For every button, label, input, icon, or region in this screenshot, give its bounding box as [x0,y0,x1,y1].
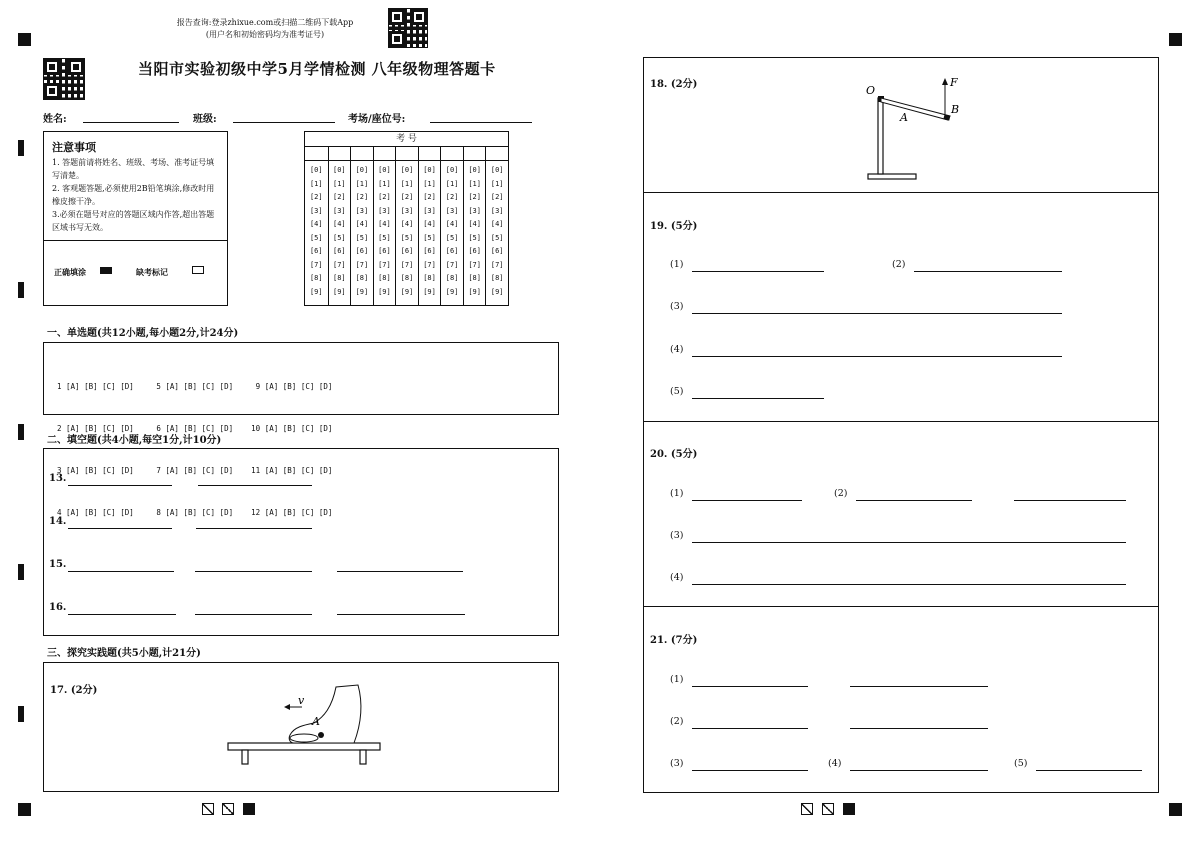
exam-digit-bubble[interactable]: [1] [490,179,504,188]
exam-digit-bubble[interactable]: [5] [355,233,369,242]
notice-divider [44,240,227,241]
q21-sub5: (5) [1014,758,1028,769]
q16-blank-3[interactable] [337,614,465,615]
exam-digit-bubble[interactable]: [2] [490,193,504,201]
name-field[interactable] [83,122,179,123]
q18-a-label: A [900,111,908,124]
exam-digit-bubble[interactable]: [6] [378,247,391,255]
q19-sub4: (4) [670,344,684,355]
mc-row-2[interactable]: 2 [A] [B] [C] [D] 6 [A] [B] [C] [D] 10 [A] [B] [C] [D] [57,424,333,433]
q13-blank-1[interactable] [68,485,172,486]
q14-label: 14. [49,516,67,527]
report-hint-line2: (用户名和初始密码均为准考证号) [205,30,325,39]
exam-digit-bubble[interactable]: [3] [468,206,481,215]
exam-digit-bubble[interactable]: [4] [332,220,346,228]
exam-digit-bubble[interactable]: [6] [400,247,414,255]
q13-label: 13. [49,473,67,484]
exam-digit-bubble[interactable]: [8] [445,274,459,282]
divider [644,421,1158,422]
exam-digit-bubble[interactable]: [4] [355,220,369,228]
q19-blank-1[interactable] [692,271,824,272]
exam-number-column[interactable] [463,146,486,305]
timing-mark [18,282,24,298]
q16-label: 16. [49,602,67,613]
exam-digit-bubble[interactable]: [2] [332,193,346,201]
q20-blank-2b[interactable] [1014,500,1126,501]
page-marker-hatched [822,803,834,815]
correct-fill-label: 正确填涂 [54,267,86,277]
mc-row-4[interactable]: 4 [A] [B] [C] [D] 8 [A] [B] [C] [D] 12 [A] [B] [C] [D] [57,508,333,517]
page-title: 当阳市实验初级中学5月学情检测 八年级物理答题卡 [138,60,496,78]
q21-blank-2a[interactable] [692,728,808,729]
exam-digit-bubble[interactable]: [2] [445,193,459,201]
q20-blank-4[interactable] [692,584,1126,585]
q20-blank-1[interactable] [692,500,802,501]
exam-digit-bubble[interactable]: [9] [445,287,459,296]
exam-digit-bubble[interactable]: [2] [355,193,369,201]
exam-digit-bubble[interactable]: [0] [355,166,369,174]
exam-digit-bubble[interactable]: [5] [400,233,414,242]
exam-digit-bubble[interactable]: [5] [445,233,459,242]
exam-digit-bubble[interactable]: [2] [400,193,414,201]
exam-digit-bubble[interactable]: [0] [490,166,504,174]
absent-mark-box[interactable] [192,266,204,274]
exam-digit-bubble[interactable]: [1] [400,179,414,188]
exam-digit-bubble[interactable]: [6] [445,247,459,255]
exam-digit-bubble[interactable]: [3] [332,206,346,215]
exam-digit-bubble[interactable]: [5] [423,233,436,242]
exam-number-column[interactable] [485,146,508,305]
q20-sub2: (2) [834,488,848,499]
q19-sub3: (3) [670,301,684,312]
corner-mark-top-right [1169,33,1182,46]
exam-number-column[interactable] [328,146,351,305]
exam-digit-bubble[interactable]: [7] [400,260,414,269]
q15-label: 15. [49,559,67,570]
notice-list [52,156,220,234]
q20-sub1: (1) [670,488,684,499]
q21-blank-1b[interactable] [850,686,988,687]
exam-digit-bubble[interactable]: [4] [423,220,436,228]
exam-digit-bubble[interactable]: [4] [400,220,414,228]
divider [644,606,1158,607]
q19-sub5: (5) [670,386,684,397]
room-label: 考场/座位号: [348,114,406,125]
exam-digit-bubble[interactable]: [3] [490,206,504,215]
exam-digit-bubble[interactable]: [9] [355,287,369,296]
exam-digit-bubble[interactable]: [6] [468,247,481,255]
page-marker-hatched [801,803,813,815]
exam-digit-bubble[interactable]: [5] [332,233,346,242]
q21-blank-5[interactable] [1036,770,1142,771]
q20-label: 20. (5分) [650,449,698,460]
exam-digit-bubble[interactable]: [8] [332,274,346,282]
exam-digit-bubble[interactable]: [6] [355,247,369,255]
exam-number-column[interactable] [395,146,418,305]
exam-number-grid [304,131,509,306]
exam-digit-bubble[interactable]: [1] [423,179,436,188]
exam-number-column[interactable] [440,146,463,305]
q18-f-label: F [950,76,958,89]
exam-digit-bubble[interactable]: [3] [400,206,414,215]
exam-digit-bubble[interactable]: [4] [490,220,504,228]
exam-digit-bubble[interactable]: [8] [355,274,369,282]
exam-digit-bubble[interactable]: [3] [378,206,391,215]
q19-sub2: (2) [892,259,906,270]
exam-digit-bubble[interactable]: [3] [445,206,459,215]
exam-digit-bubble[interactable]: [7] [445,260,459,269]
room-field[interactable] [430,122,532,123]
mc-row-1[interactable]: 1 [A] [B] [C] [D] 5 [A] [B] [C] [D] 9 [A] [B] [C] [D] [57,382,333,391]
correct-fill-sample [100,267,112,274]
class-field[interactable] [233,122,335,123]
q20-sub4: (4) [670,572,684,583]
exam-digit-bubble[interactable]: [1] [445,179,459,188]
notice-item-1: 1. 答题前请将姓名、班级、考场、准考证号填写清楚。 [52,158,215,180]
exam-digit-bubble[interactable]: [7] [468,260,481,269]
section3-box [43,662,559,792]
absent-mark-label: 缺考标记 [136,267,168,277]
q20-blank-3[interactable] [692,542,1126,543]
timing-mark [18,424,24,440]
exam-digit-bubble[interactable]: [8] [378,274,391,282]
exam-digit-bubble[interactable]: [5] [378,233,391,242]
exam-digit-bubble[interactable]: [2] [468,193,481,201]
divider [644,192,1158,193]
exam-digit-bubble[interactable]: [9] [423,287,436,296]
timing-mark [18,564,24,580]
exam-digit-bubble[interactable]: [5] [468,233,481,242]
q18-o-label: O [866,84,876,97]
q21-sub2: (2) [670,716,684,727]
exam-digit-bubble[interactable]: [6] [490,247,504,255]
q20-sub3: (3) [670,530,684,541]
class-label: 班级: [193,114,217,125]
exam-digit-bubble[interactable]: [4] [445,220,459,228]
exam-digit-bubble[interactable]: [4] [378,220,391,228]
qr-code-student [43,58,85,100]
exam-digit-bubble[interactable]: [7] [309,260,323,269]
q19-sub1: (1) [670,259,684,270]
exam-number-column[interactable] [350,146,373,305]
exam-digit-bubble[interactable]: [6] [309,247,323,255]
q19-blank-4[interactable] [692,356,1062,357]
q18-label: 18. (2分) [650,79,698,90]
exam-number-column[interactable] [305,146,328,305]
exam-digit-bubble[interactable]: [9] [309,287,323,296]
q18-lever-figure [862,72,972,184]
report-hint-line1: 报告查询:登录zhixue.com或扫描二维码下载App [176,18,354,27]
exam-digit-bubble[interactable]: [8] [468,274,481,282]
q21-label: 21. (7分) [650,635,698,646]
q19-blank-3[interactable] [692,313,1062,314]
exam-digit-bubble[interactable]: [9] [468,287,481,296]
corner-mark-bottom-left [18,803,31,816]
q13-blank-2[interactable] [198,485,312,486]
right-answer-area [643,57,1159,793]
q16-blank-2[interactable] [195,614,312,615]
q21-sub4: (4) [828,758,842,769]
name-label: 姓名: [43,114,67,125]
exam-digit-bubble[interactable]: [7] [332,260,346,269]
exam-digit-bubble[interactable]: [3] [423,206,436,215]
exam-digit-bubble[interactable]: [0] [423,166,436,174]
exam-number-column[interactable] [373,146,396,305]
q21-blank-1a[interactable] [692,686,808,687]
notice-item-3: 3.必须在题号对应的答题区域内作答,超出答题区域书写无效。 [52,210,215,232]
q17-v-label: v [298,694,305,707]
q14-blank-1[interactable] [68,528,172,529]
q21-sub1: (1) [670,674,684,685]
exam-digit-bubble[interactable]: [0] [378,166,391,174]
exam-number-column[interactable] [418,146,441,305]
q15-blank-1[interactable] [68,571,174,572]
exam-digit-bubble[interactable]: [1] [309,179,323,188]
exam-digit-bubble[interactable]: [9] [332,287,346,296]
report-hint [160,17,370,41]
corner-mark-top-left [18,33,31,46]
exam-digit-bubble[interactable]: [9] [490,287,504,296]
section1-title: 一、单选题(共12小题,每小题2分,计24分) [47,328,239,339]
exam-digit-bubble[interactable]: [2] [378,193,391,201]
exam-digit-bubble[interactable]: [0] [309,166,323,174]
q15-blank-3[interactable] [337,571,463,572]
timing-mark [18,140,24,156]
q21-blank-4[interactable] [850,770,988,771]
q17-a-label: A [312,715,320,728]
mc-row-3[interactable]: 3 [A] [B] [C] [D] 7 [A] [B] [C] [D] 11 [A] [B] [C] [D] [57,466,333,475]
page-marker-hatched [202,803,214,815]
exam-digit-bubble[interactable]: [5] [490,233,504,242]
q14-blank-2[interactable] [196,528,312,529]
exam-digit-bubble[interactable]: [8] [423,274,436,282]
corner-mark-bottom-right [1169,803,1182,816]
exam-digit-bubble[interactable]: [8] [309,274,323,282]
exam-digit-bubble[interactable]: [8] [490,274,504,282]
q19-blank-2[interactable] [914,271,1062,272]
q16-blank-1[interactable] [68,614,176,615]
q21-sub3: (3) [670,758,684,769]
q20-blank-2[interactable] [856,500,972,501]
section2-box [43,448,559,636]
exam-digit-bubble[interactable]: [0] [400,166,414,174]
q19-label: 19. (5分) [650,221,698,232]
q18-b-label: B [951,103,960,116]
q21-blank-2b[interactable] [850,728,988,729]
exam-digit-bubble[interactable]: [1] [355,179,369,188]
exam-digit-bubble[interactable]: [2] [309,193,323,201]
notice-item-2: 2. 客观题答题,必须使用2B铅笔填涂,修改时用橡皮擦干净。 [52,184,215,206]
q17-figure [224,677,384,767]
exam-digit-bubble[interactable]: [5] [309,233,323,242]
exam-digit-bubble[interactable]: [0] [445,166,459,174]
exam-digit-bubble[interactable]: [1] [468,179,481,188]
exam-digit-bubble[interactable]: [3] [355,206,369,215]
exam-digit-bubble[interactable]: [6] [423,247,436,255]
q15-blank-2[interactable] [195,571,312,572]
section3-title: 三、探究实践题(共5小题,计21分) [47,648,201,659]
section2-title: 二、填空题(共4小题,每空1分,计10分) [47,435,222,446]
exam-digit-bubble[interactable]: [7] [490,260,504,269]
exam-digit-bubble[interactable]: [7] [423,260,436,269]
page-marker-solid [843,803,855,815]
exam-digit-bubble[interactable]: [9] [378,287,391,296]
exam-digit-bubble[interactable]: [9] [400,287,414,296]
q17-label: 17. (2分) [50,685,98,696]
page-marker-hatched [222,803,234,815]
exam-digit-bubble[interactable]: [2] [423,193,436,201]
exam-digit-bubble[interactable]: [0] [332,166,346,174]
exam-digit-bubble[interactable]: [6] [332,247,346,255]
exam-digit-bubble[interactable]: [4] [468,220,481,228]
exam-number-label: 考 号 [305,132,508,147]
exam-digit-bubble[interactable]: [1] [332,179,346,188]
exam-digit-bubble[interactable]: [1] [378,179,391,188]
q19-blank-5[interactable] [692,398,824,399]
timing-mark [18,706,24,722]
notice-title: 注意事项 [52,141,96,154]
page-marker-solid [243,803,255,815]
exam-digit-bubble[interactable]: [7] [378,260,391,269]
notice-box [43,131,228,306]
exam-digit-bubble[interactable]: [4] [309,220,323,228]
q21-blank-3[interactable] [692,770,808,771]
exam-digit-bubble[interactable]: [8] [400,274,414,282]
exam-digit-bubble[interactable]: [3] [309,206,323,215]
exam-digit-bubble[interactable]: [0] [468,166,481,174]
qr-code-app[interactable] [388,8,428,48]
exam-digit-bubble[interactable]: [7] [355,260,369,269]
